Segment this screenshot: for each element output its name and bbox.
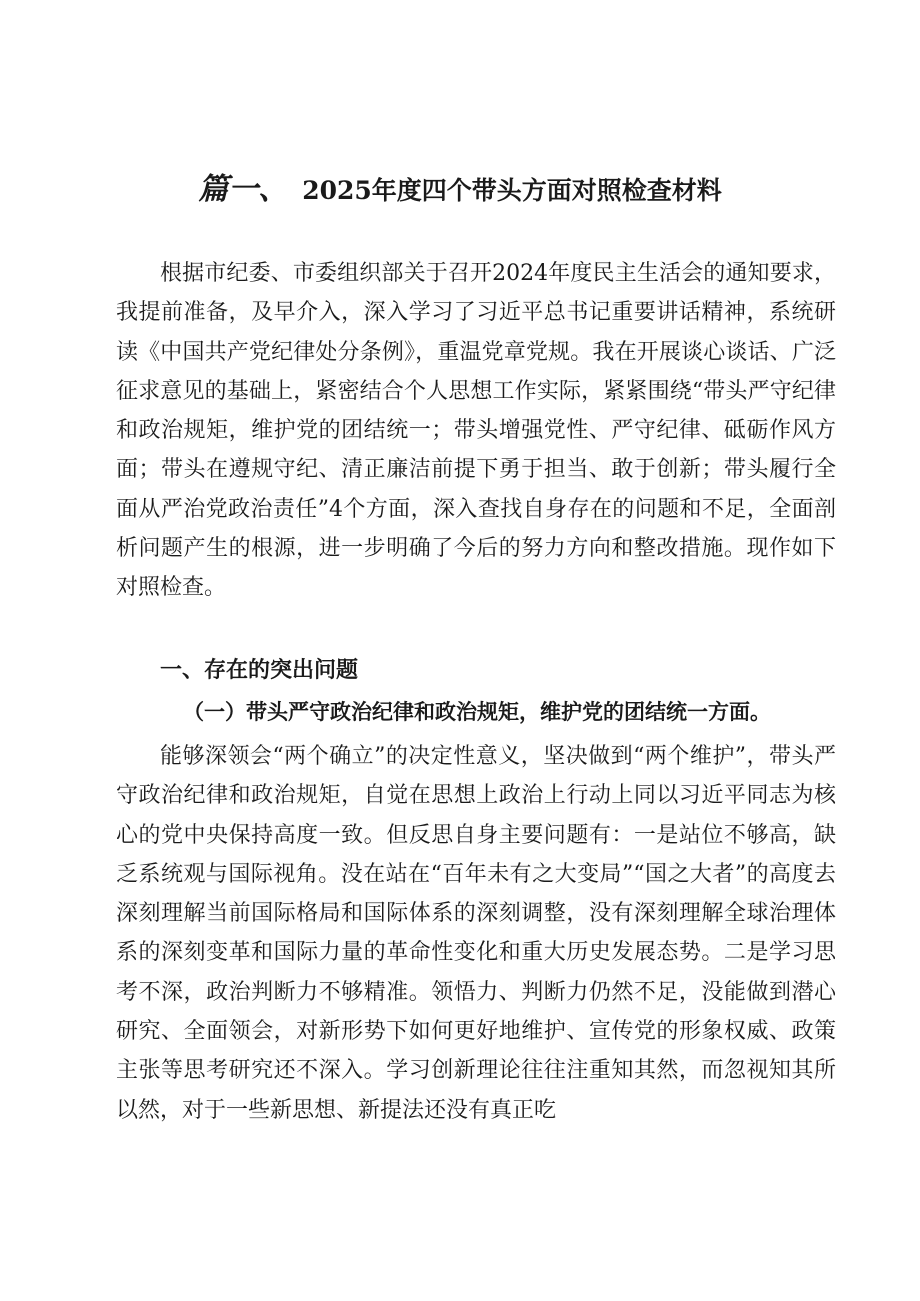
subsection-heading: （一）带头严守政治纪律和政治规矩，维护党的团结统一方面。 (183, 699, 771, 724)
intro-paragraph: 根据市纪委、市委组织部关于召开2024年度民主生活会的通知要求，我提前准备，及早介入，深入学习了习近平总书记重要讲话精神，系统研读《中国共产党纪律处分条例》，重温党章党规。我在开展谈心谈话、广泛征求意见的基础上，紧密结合个人思想工作实际，紧紧围绕“带头严守纪律和政治规矩，维护党的团结统一；带头增强党性、严守纪律、砥砺作风方面；带头在遵规守纪、清正廉洁前提下勇于担当、敢于创新；带头履行全面从严治党政治责任”4个方面，深入查找自身存在的问题和不足，全面剖析问题产生的根源，进一步明确了今后的努力方向和整改措施。现作如下对照检查。 (116, 261, 836, 601)
document-title (0, 164, 920, 208)
title-text: 2025年度四个带头方面对照检查材料 (302, 176, 722, 205)
body-paragraph: 能够深领会“两个确立”的决定性意义，坚决做到“两个维护”，带头严守政治纪律和政治规矩，自觉在思想上政治上行动上同以习近平同志为核心的党中央保持高度一致。但反思自身主要问题有：一是站位不够高，缺乏系统观与国际视角。没在站在“百年未有之大变局”“国之大者”的高度去深刻理解当前国际格局和国际体系的深刻调整，没有深刻理解全球治理体系的深刻变革和国际力量的革命性变化和重大历史发展态势。二是学习思考不深，政治判断力不够精准。领悟力、判断力仍然不足，没能做到潜心研究、全面领会，对新形势下如何更好地维护、宣传党的形象权威、政策主张等思考研究还不深入。学习创新理论往往注重知其然，而忽视知其所以然，对于一些新思想、新提法还没有真正吃 (116, 744, 836, 1123)
section-heading: 一、存在的突出问题 (160, 658, 359, 683)
title-prefix: 篇一、 (198, 172, 289, 207)
